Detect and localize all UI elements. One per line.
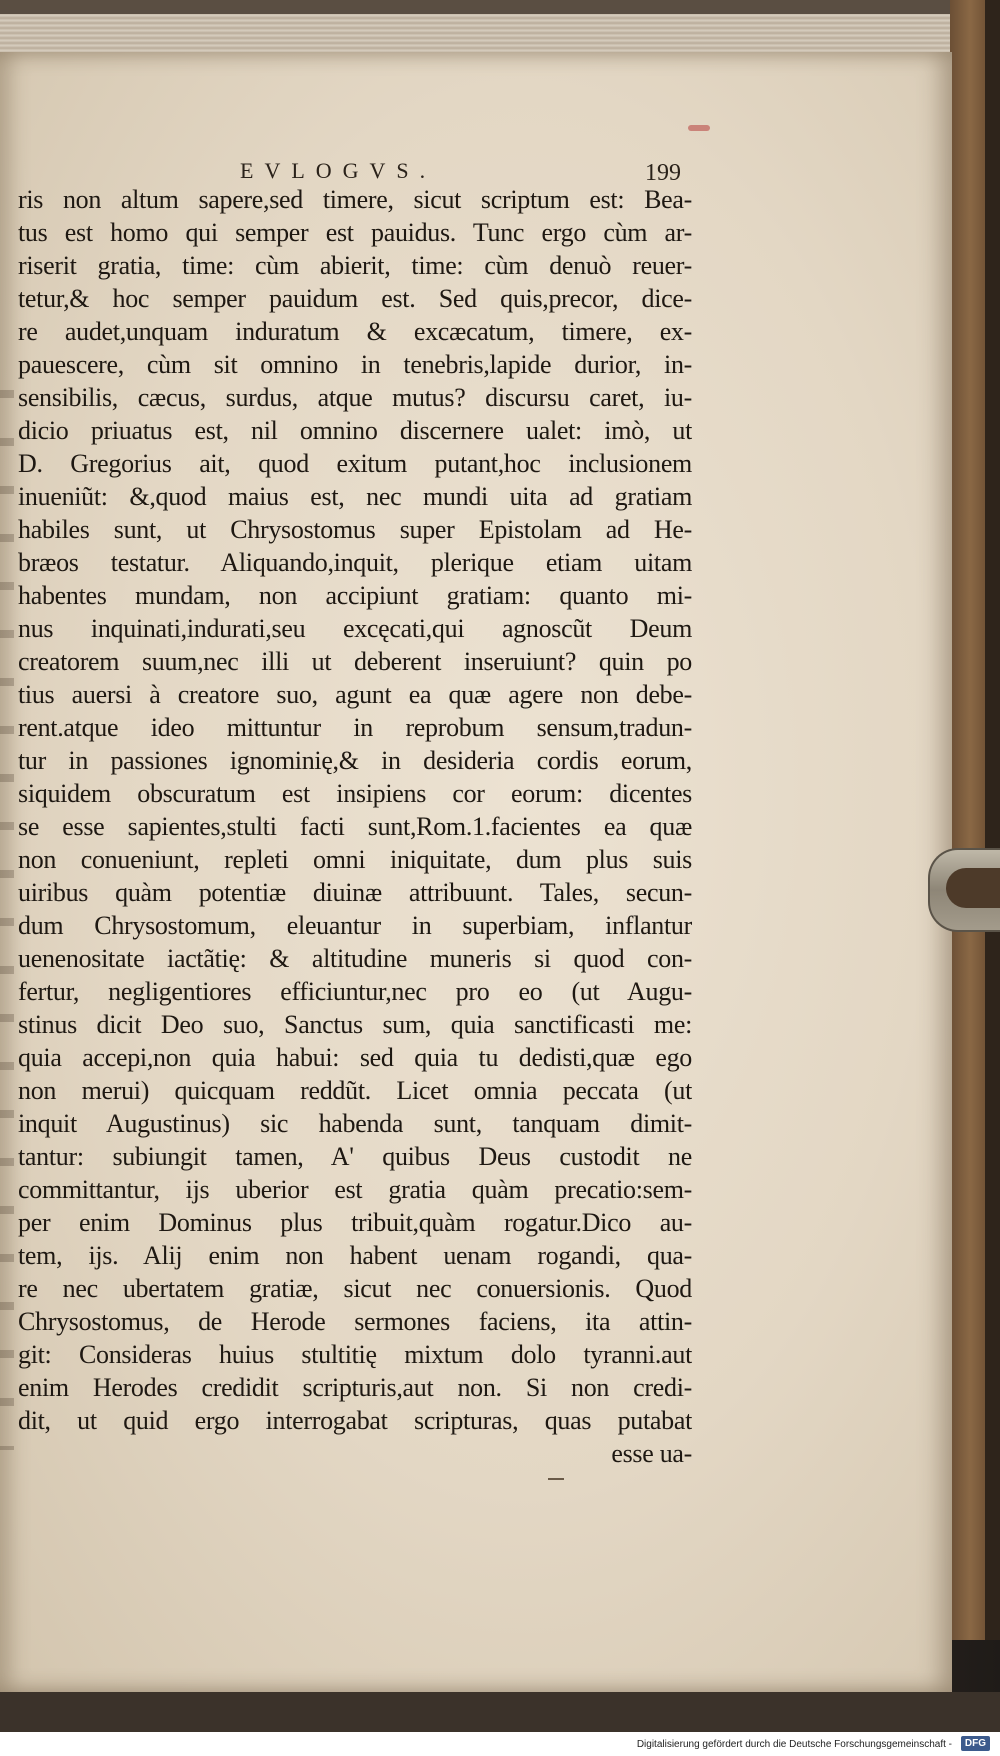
body-text	[18, 183, 692, 1470]
text-line: creatorem suum,nec illi ut deberent inseruiunt? quin po	[18, 647, 692, 676]
text-line: re audet,unquam induratum & excæcatum, timere, ex-	[18, 317, 692, 346]
catchword: esse ua-	[611, 1439, 692, 1468]
text-line: git: Consideras huius stultitię mixtum dolo tyranni.aut	[18, 1340, 692, 1369]
running-head: EVLOGVS.	[240, 158, 437, 183]
text-line: per enim Dominus plus tribuit,quàm rogatur.Dico au-	[18, 1208, 692, 1237]
page-mark	[548, 1478, 564, 1480]
text-line: tius auersi à creatore suo, agunt ea quæ agere non debe-	[18, 680, 692, 709]
text-line: tus est homo qui semper est pauidus. Tunc ergo cùm ar-	[18, 218, 692, 247]
text-line: committantur, ijs uberior est gratia quàm precatio:sem-	[18, 1175, 692, 1204]
text-line: D. Gregorius ait, quod exitum putant,hoc inclusionem	[18, 449, 692, 478]
text-line: riserit gratia, time: cùm abierit, time: cùm denuò reuer-	[18, 251, 692, 280]
text-line: tem, ijs. Alij enim non habent uenam rogandi, qua-	[18, 1241, 692, 1270]
scan-bottom-strip	[0, 1692, 1000, 1732]
ink-stain	[688, 125, 710, 131]
text-line: quia accepi,non quia habui: sed quia tu dedisti,quæ ego	[18, 1043, 692, 1072]
text-line: habiles sunt, ut Chrysostomus super Epistolam ad He-	[18, 515, 692, 544]
text-line: dicio priuatus est, nil omnino discernere ualet: imò, ut	[18, 416, 692, 445]
gutter-marks	[0, 350, 14, 1450]
text-line: uiribus quàm potentiæ diuinæ attribuunt. Tales, secun-	[18, 878, 692, 907]
book-cover-edge	[985, 0, 1000, 1640]
text-line: dit, ut quid ergo interrogabat scripturas, quas putabat	[18, 1406, 692, 1435]
page-number: 199	[645, 160, 681, 186]
text-line: non conueniunt, repleti omni iniquitate, dum plus suis	[18, 845, 692, 874]
text-line: stinus dicit Deo suo, Sanctus sum, quia sanctificasti me:	[18, 1010, 692, 1039]
text-line: siquidem obscuratum est insipiens cor eorum: dicentes	[18, 779, 692, 808]
text-line: sensibilis, cæcus, surdus, atque mutus? discursu caret, iu-	[18, 383, 692, 412]
text-line: tantur: subiungit tamen, A' quibus Deus custodit ne	[18, 1142, 692, 1171]
text-line: tetur,& hoc semper pauidum est. Sed quis,precor, dice-	[18, 284, 692, 313]
text-line: inueniũt: &,quod maius est, nec mundi uita ad gratiam	[18, 482, 692, 511]
text-line: uenenositate iactãtię: & altitudine muneris si quod con-	[18, 944, 692, 973]
text-line: ris non altum sapere,sed timere, sicut scriptum est: Bea-	[18, 185, 692, 214]
dfg-logo: DFG	[961, 1736, 990, 1751]
text-line: fertur, negligentiores efficiuntur,nec pro eo (ut Augu-	[18, 977, 692, 1006]
text-line: rent.atque ideo mittuntur in reprobum sensum,tradun-	[18, 713, 692, 742]
text-line: se esse sapientes,stulti facti sunt,Rom.1.facientes ea quæ	[18, 812, 692, 841]
text-line: bræos testatur. Aliquando,inquit, plerique etiam uitam	[18, 548, 692, 577]
funding-credit: Digitalisierung gefördert durch die Deutsche Forschungsgemeinschaft -	[636, 1739, 952, 1750]
text-line: tur in passiones ignominię,& in desideria cordis eorum,	[18, 746, 692, 775]
text-line: re nec ubertatem gratiæ, sicut nec conuersionis. Quod	[18, 1274, 692, 1303]
text-line: inquit Augustinus) sic habenda sunt, tanquam dimit-	[18, 1109, 692, 1138]
bookmark-clip-inner	[946, 868, 1000, 908]
text-line: pauescere, cùm sit omnino in tenebris,lapide durior, in-	[18, 350, 692, 379]
page-edges-shadow	[0, 0, 955, 14]
text-line: habentes mundam, non accipiunt gratiam: quanto mi-	[18, 581, 692, 610]
text-line: Chrysostomus, de Herode sermones faciens, ita attin-	[18, 1307, 692, 1336]
text-line: enim Herodes credidit scripturis,aut non. Si non credi-	[18, 1373, 692, 1402]
text-line: dum Chrysostomum, eleuantur in superbiam, inflantur	[18, 911, 692, 940]
text-line: non merui) quicquam reddũt. Licet omnia peccata (ut	[18, 1076, 692, 1105]
text-line: nus inquinati,indurati,seu excęcati,qui agnoscũt Deum	[18, 614, 692, 643]
